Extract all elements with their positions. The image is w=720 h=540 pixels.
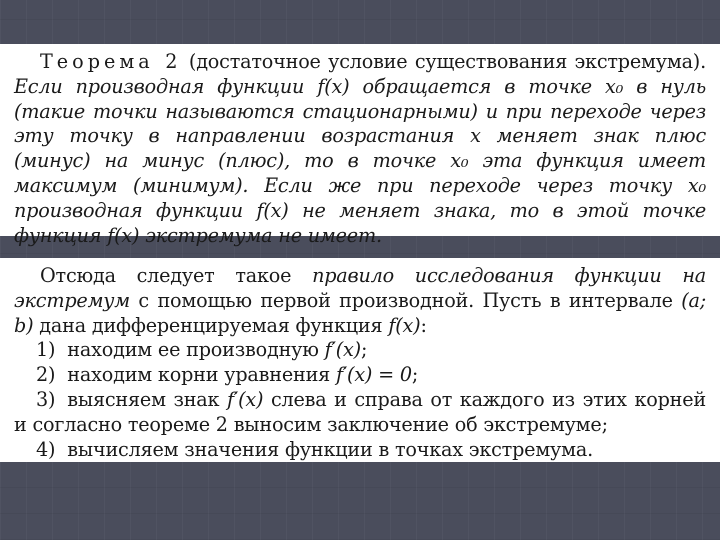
rule-intro: Отсюда следует такое правило исследования функции на экстремум с помощью первой производной. Пусть в интервале (a; b) дана дифференцируемая функция f(x): bbox=[14, 264, 706, 337]
rule-emphasis: правило исследования функции на экстремум bbox=[14, 264, 706, 312]
theorem-text bbox=[14, 50, 706, 248]
step-item: 4) вычисляем значения функции в точках экстремума. bbox=[36, 437, 594, 461]
steps-list bbox=[14, 338, 706, 462]
step-item: 3) выясняем знак f′(x) слева и справа от каждого из этих корней и согласно теореме 2 выносим заключение об экстремуме; bbox=[14, 387, 706, 436]
theorem-panel bbox=[0, 44, 720, 247]
step-item: 2) находим корни уравнения f′(x) = 0; bbox=[36, 363, 419, 387]
rule-panel bbox=[0, 258, 720, 462]
step-item: 1) находим ее производную f′(x); bbox=[36, 338, 368, 362]
theorem-heading-rest: (достаточное условие существования экстремума). bbox=[181, 50, 706, 73]
theorem-body: Если производная функции f(x) обращается в точке x₀ в нуль (такие точки называются стационарными) и при переходе через эту точку в направлении возрастания x меняет знак плюс (минус) на минус (плюс), то в точке x₀ эта функция имеет максимум (минимум). Если же при переходе через точку x₀ производная функции f(x) не меняет знака, то в этой точке функция f(x) экстремума не имеет. bbox=[14, 74, 706, 247]
theorem-heading: Теорема 2 bbox=[40, 50, 182, 73]
